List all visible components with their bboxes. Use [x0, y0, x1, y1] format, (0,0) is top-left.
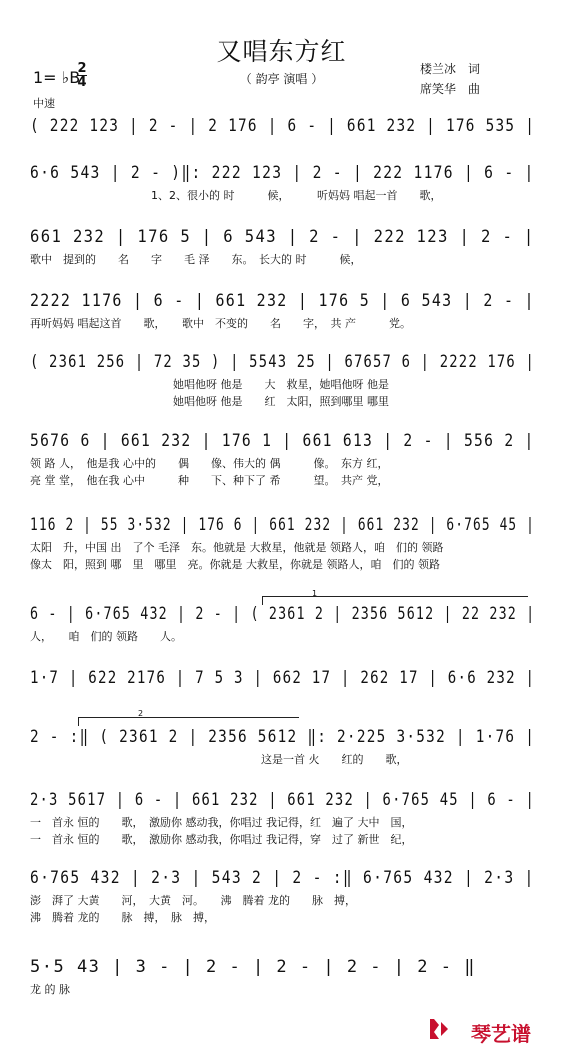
- first-ending-bracket: [262, 596, 528, 605]
- second-ending-number: 2: [138, 709, 144, 718]
- notation-line: 6·6 543 | 2 - )‖: 222 123 | 2 - | 222 1176 | 6 - |: [30, 163, 535, 183]
- notation-line: 5676 6 | 661 232 | 176 1 | 661 613 | 2 - | 556 2 |: [30, 431, 535, 451]
- first-ending-number: 1: [312, 589, 318, 598]
- lyricist-credit: 楼兰冰 词: [420, 62, 481, 76]
- lyric-line: 一 首永 恒的 歌， 激励你 感动我，你唱过 我记得，红 遍了 大中 国，: [30, 816, 413, 829]
- notation-line: 1·7 | 622 2176 | 7 5 3 | 662 17 | 262 17 | 6·6 232 |: [30, 668, 536, 688]
- tempo-marking: 中速: [33, 97, 55, 110]
- lyric-line: 沸 腾着 龙的 脉 搏， 脉 搏，: [30, 911, 215, 924]
- key-signature: 1= ♭B: [33, 68, 81, 87]
- notation-line: ( 2361 256 | 72 35 ) | 5543 25 | 67657 6 | 2222 176 |: [30, 352, 536, 372]
- second-ending-bracket: [78, 717, 299, 726]
- time-signature: [77, 62, 87, 89]
- lyric-line: 歌中 提到的 名 字 毛 泽 东。 长大的 时 候，: [30, 253, 362, 266]
- notation-line: 661 232 | 176 5 | 6 543 | 2 - | 222 123 | 2 - |: [30, 227, 535, 247]
- lyric-line: 龙 的 脉: [30, 983, 70, 996]
- notation-line: 116 2 | 55 3·532 | 176 6 | 661 232 | 661 232 | 6·765 45 |: [30, 515, 536, 535]
- notation-line: 2222 1176 | 6 - | 661 232 | 176 5 | 6 543 | 2 - |: [30, 291, 535, 311]
- page-title: 又唱东方红: [216, 37, 347, 66]
- notation-line: 6 - | 6·765 432 | 2 - | ( 2361 2 | 2356 5612 | 22 232 |: [30, 604, 536, 624]
- performer-note: （ 韵亭 演唱 ）: [239, 72, 324, 86]
- lyric-line: 澎 湃了 大黄 河， 大黄 河。 沸 腾着 龙的 脉 搏，: [30, 894, 356, 907]
- notation-line: 2 - :‖ ( 2361 2 | 2356 5612 ‖: 2·225 3·532 | 1·76 |: [30, 727, 536, 747]
- lyric-line: 她唱他呀 他是 大 救星，她唱他呀 他是: [30, 378, 389, 391]
- time-signature-bottom: 4: [77, 75, 87, 90]
- lyric-line: 人， 咱 们的 领路 人。: [30, 630, 182, 643]
- lyric-line: 亮 堂 堂， 他在我 心中 种 下、种下了 希 望。 共产 党，: [30, 474, 389, 487]
- lyric-line: 一 首永 恒的 歌， 激励你 感动我，你唱过 我记得，穿 过了 新世 纪，: [30, 833, 413, 846]
- lyric-line: 太阳 升，中国 出 了个 毛泽 东。他就是 大救星，他就是 领路人，咱 们的 领路: [30, 541, 444, 554]
- lyric-line: 这是一首 火 红的 歌，: [30, 753, 408, 766]
- lyric-line: 像太 阳，照到 哪 里 哪里 亮。你就是 大救星，你就是 领路人，咱 们的 领路: [30, 558, 440, 571]
- notation-line: 2·3 5617 | 6 - | 661 232 | 661 232 | 6·765 45 | 6 - |: [30, 790, 536, 810]
- lyric-line: 1、2、很小的 时 候， 听妈妈 唱起一首 歌，: [30, 189, 442, 202]
- lyric-line: 她唱他呀 他是 红 太阳，照到哪里 哪里: [30, 395, 389, 408]
- lyric-line: 领 路 人， 他是我 心中的 偶 像、伟大的 偶 像。 东方 红，: [30, 457, 389, 470]
- time-signature-top: 2: [77, 61, 87, 76]
- composer-credit: 席笑华 曲: [420, 82, 481, 96]
- notation-line: ( 222 123 | 2 - | 2 176 | 6 - | 661 232 | 176 535 |: [30, 116, 536, 136]
- site-logo: 琴艺谱: [471, 1022, 531, 1046]
- lyric-line: 再听妈妈 唱起这首 歌， 歌中 不变的 名 字， 共 产 党。: [30, 317, 411, 330]
- notation-line: 6·765 432 | 2·3 | 543 2 | 2 - :‖ 6·765 432 | 2·3 |: [30, 868, 535, 888]
- logo-icon: [427, 1016, 451, 1042]
- notation-line: 5·5 43 | 3 - | 2 - | 2 - | 2 - | 2 - ‖: [30, 957, 476, 977]
